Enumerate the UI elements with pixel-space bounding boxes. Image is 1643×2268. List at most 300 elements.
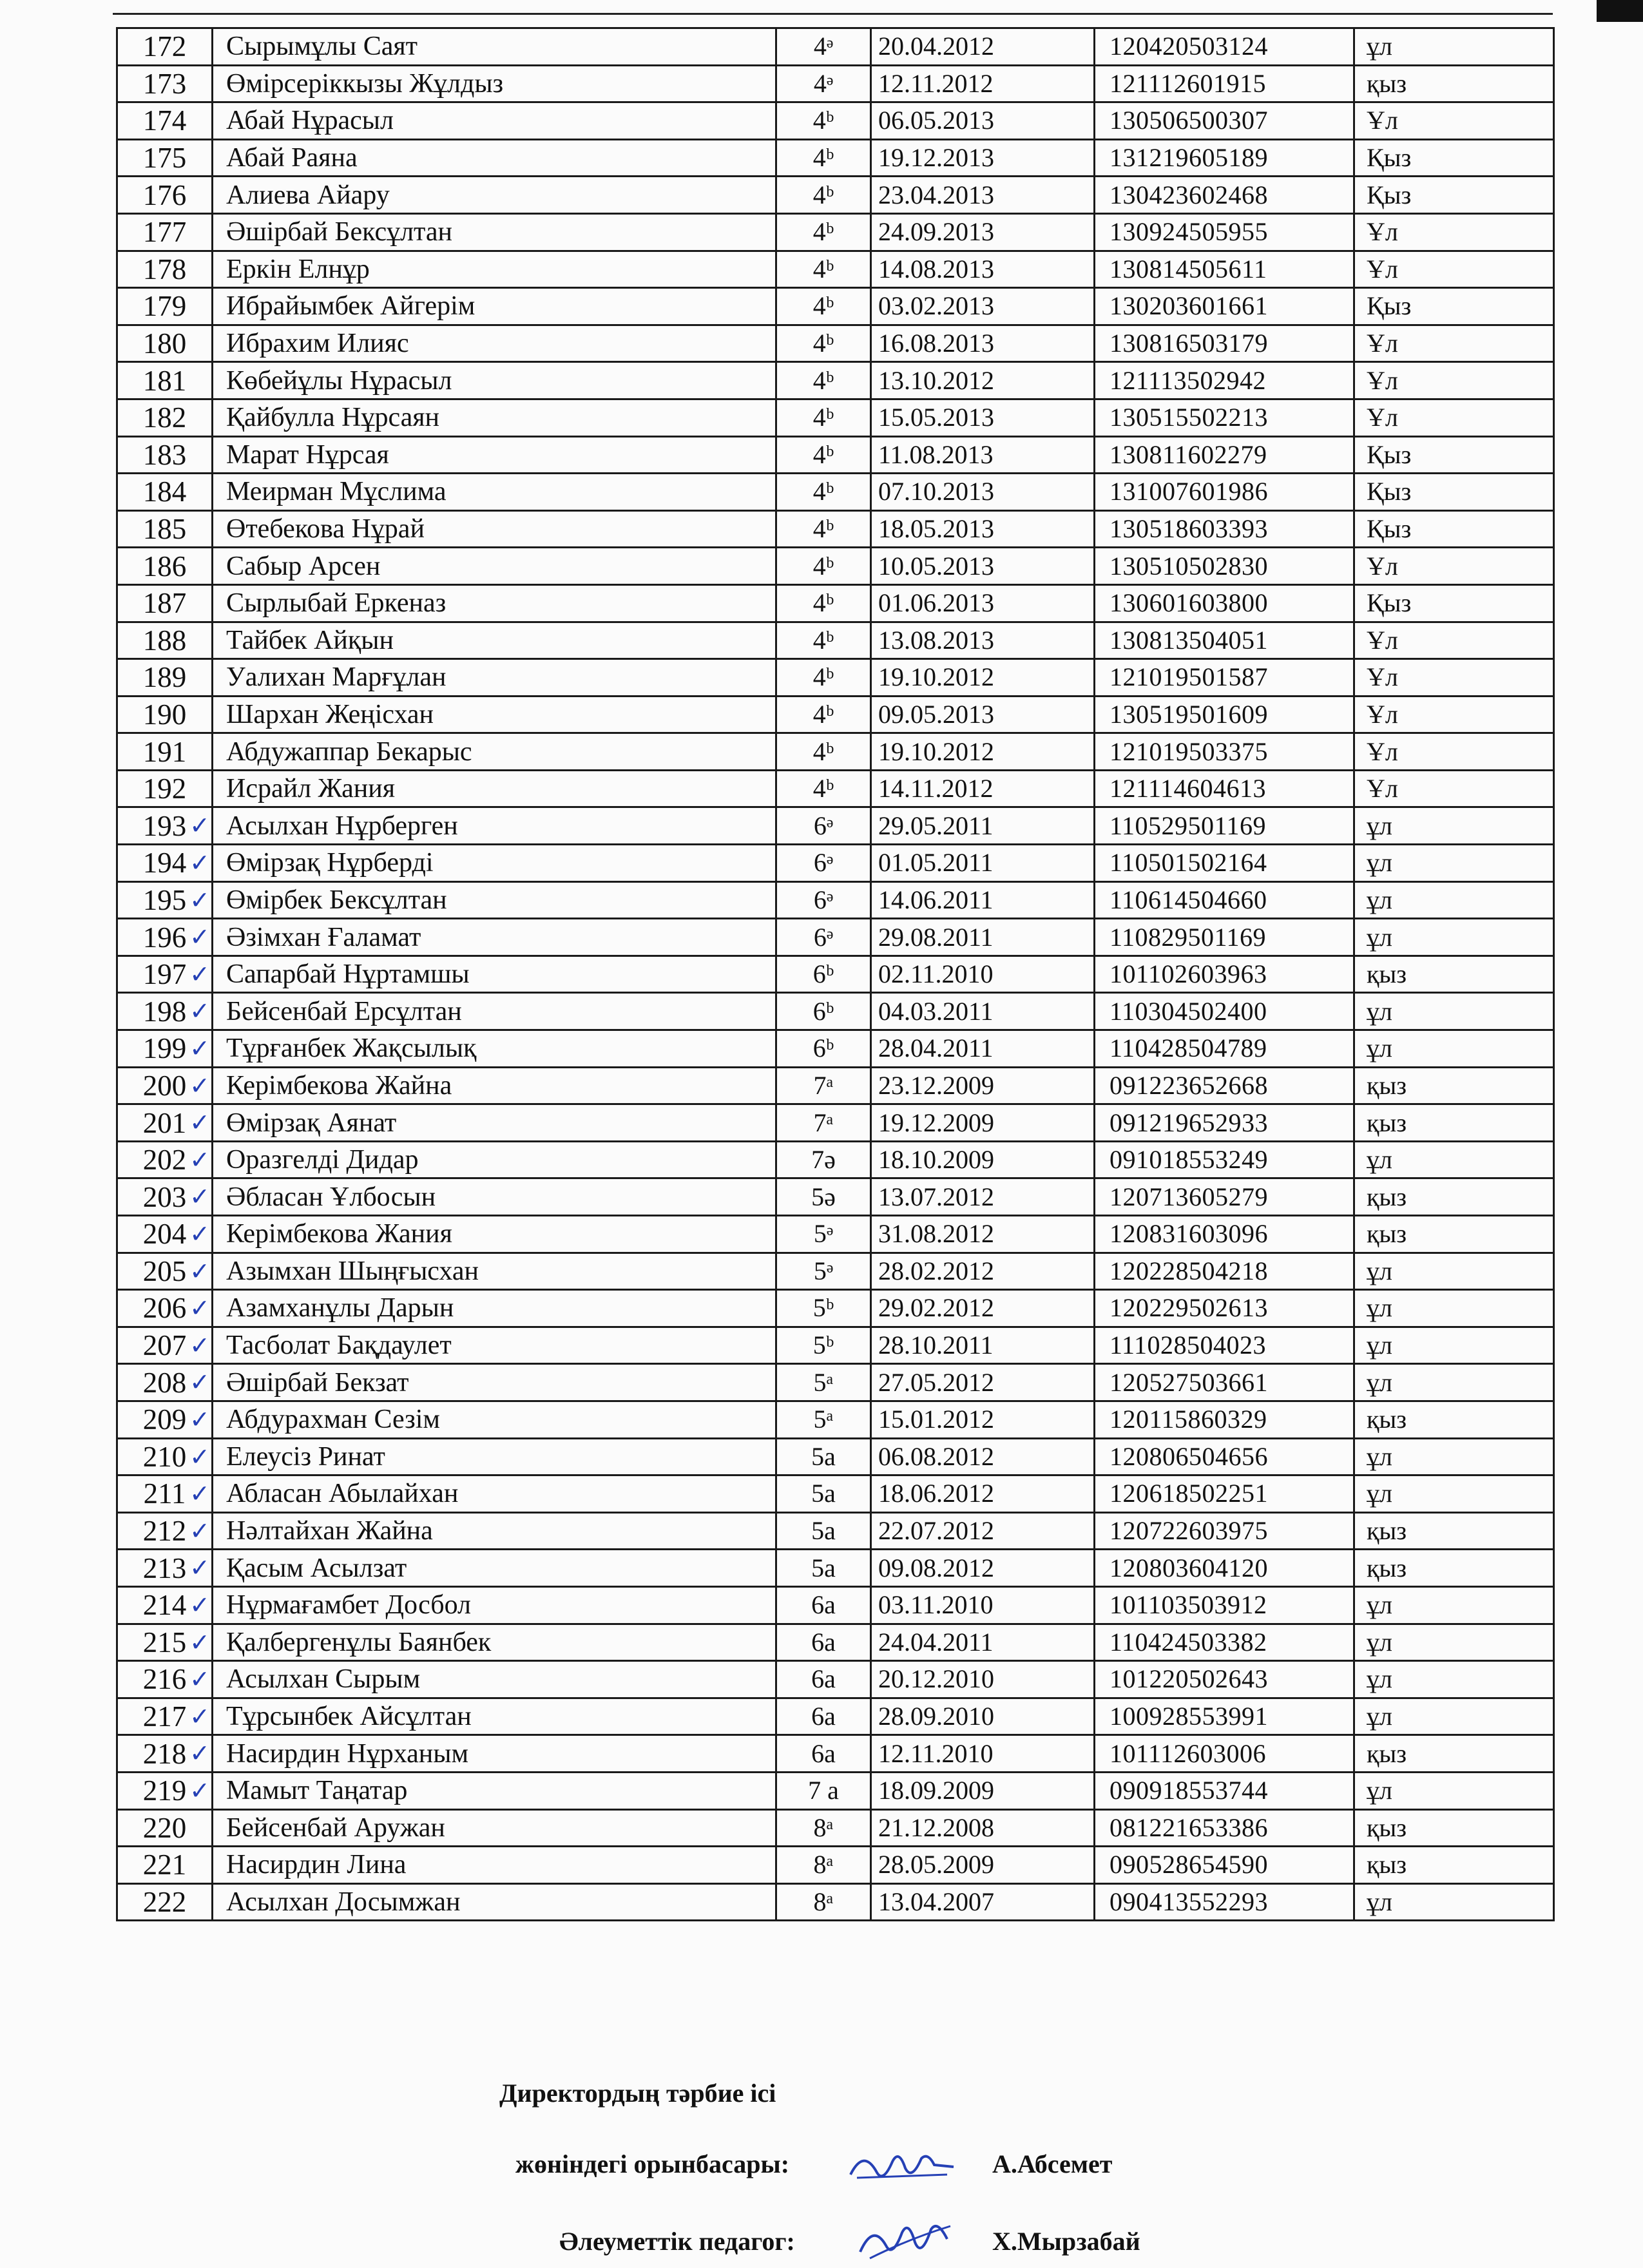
row-number-cell: [117, 1216, 213, 1253]
class-cell: [776, 65, 871, 102]
birth-date: 28.04.2011: [878, 1033, 994, 1063]
checkmark-icon: ✓: [189, 1628, 210, 1657]
student-name-cell: [213, 993, 776, 1030]
gender: Ұл: [1367, 662, 1398, 692]
class-cell: [776, 1104, 871, 1142]
class-cell: [776, 1883, 871, 1921]
gender: Қыз: [1367, 439, 1412, 469]
iin: 120527503661: [1110, 1367, 1268, 1397]
table-row: [117, 1141, 1554, 1178]
student-name: Тұрғанбек Жақсылық: [226, 1033, 477, 1064]
student-name-cell: [213, 1253, 776, 1290]
checkmark-icon: ✓: [189, 1479, 210, 1508]
student-table: [116, 27, 1555, 1921]
table-row: [117, 1735, 1554, 1773]
birth-date: 27.05.2012: [878, 1367, 994, 1397]
gender-cell: [1354, 993, 1554, 1030]
row-number: 181: [142, 364, 187, 397]
row-number-cell: [117, 956, 213, 993]
gender-cell: [1354, 919, 1554, 956]
row-number-cell: [117, 139, 213, 177]
row-number: 217: [142, 1700, 187, 1733]
checkmark-icon: ✓: [189, 1516, 210, 1545]
checkmark-icon: ✓: [189, 1739, 210, 1768]
row-number-cell: [117, 548, 213, 585]
gender: ұл: [1367, 1367, 1392, 1397]
birth-date-cell: [871, 362, 1095, 399]
class: 7ᵃ: [813, 1108, 834, 1137]
iin-cell: [1095, 28, 1354, 66]
row-number-cell: [117, 807, 213, 845]
gender-cell: [1354, 139, 1554, 177]
row-number-cell: [117, 102, 213, 140]
table-row: [117, 1698, 1554, 1735]
iin: 130203601661: [1110, 291, 1268, 321]
iin-cell: [1095, 1438, 1354, 1475]
row-number-cell: [117, 993, 213, 1030]
gender: Ұл: [1367, 254, 1398, 284]
student-name-cell: [213, 1178, 776, 1216]
birth-date-cell: [871, 1772, 1095, 1809]
table-row: [117, 325, 1554, 362]
iin-cell: [1095, 1809, 1354, 1847]
table-row: [117, 102, 1554, 140]
class: 4ᵊ: [813, 68, 834, 98]
birth-date: 20.04.2012: [878, 32, 994, 61]
gender-cell: [1354, 1550, 1554, 1587]
row-number: 205: [142, 1254, 187, 1287]
student-name-cell: [213, 436, 776, 474]
iin-cell: [1095, 584, 1354, 622]
gender-cell: [1354, 1290, 1554, 1327]
gender-cell: [1354, 436, 1554, 474]
student-name: Қалбергенұлы Баянбек: [226, 1627, 492, 1657]
table-row: [117, 436, 1554, 474]
iin-cell: [1095, 770, 1354, 807]
gender-cell: [1354, 1067, 1554, 1104]
student-name-cell: [213, 1883, 776, 1921]
gender-cell: [1354, 510, 1554, 548]
student-name-cell: [213, 1586, 776, 1624]
gender-cell: [1354, 362, 1554, 399]
student-name: Бейсенбай Аружан: [226, 1812, 445, 1843]
birth-date-cell: [871, 807, 1095, 845]
gender: ұл: [1367, 1441, 1392, 1471]
row-number-cell: [117, 1586, 213, 1624]
class: 4ᵇ: [812, 551, 834, 581]
row-number-cell: [117, 251, 213, 288]
iin-cell: [1095, 1364, 1354, 1401]
class-cell: [776, 474, 871, 511]
class: 4ᵇ: [812, 774, 834, 803]
class-cell: [776, 102, 871, 140]
gender: Ұл: [1367, 774, 1398, 803]
gender: Ұл: [1367, 625, 1398, 655]
iin: 130601603800: [1110, 588, 1268, 618]
gender-cell: [1354, 1847, 1554, 1884]
row-number-cell: [117, 288, 213, 325]
class: 6а: [811, 1590, 836, 1620]
birth-date-cell: [871, 102, 1095, 140]
iin-cell: [1095, 1586, 1354, 1624]
row-number: 184: [142, 476, 187, 508]
iin-cell: [1095, 288, 1354, 325]
gender: ұл: [1367, 1293, 1392, 1323]
iin: 130423602468: [1110, 180, 1268, 209]
birth-date: 24.04.2011: [878, 1627, 994, 1657]
gender-cell: [1354, 1624, 1554, 1661]
row-number-cell: [117, 1809, 213, 1847]
iin: 120115860329: [1110, 1405, 1267, 1434]
table-row: [117, 1364, 1554, 1401]
birth-date-cell: [871, 1624, 1095, 1661]
iin: 111028504023: [1110, 1331, 1267, 1360]
table-row: [117, 251, 1554, 288]
birth-date: 13.10.2012: [878, 365, 994, 395]
class-cell: [776, 807, 871, 845]
student-name-cell: [213, 1550, 776, 1587]
birth-date-cell: [871, 1327, 1095, 1364]
gender: Ұл: [1367, 217, 1398, 247]
table-row: [117, 733, 1554, 771]
birth-date-cell: [871, 436, 1095, 474]
birth-date-cell: [871, 399, 1095, 436]
student-name: Меирман Мұслима: [226, 477, 447, 507]
row-number-cell: [117, 622, 213, 659]
class: 5а: [811, 1479, 836, 1508]
gender: ұл: [1367, 1887, 1392, 1916]
table-row: [117, 584, 1554, 622]
iin: 121113502942: [1110, 365, 1267, 395]
checkmark-icon: ✓: [189, 1256, 210, 1285]
table-row: [117, 993, 1554, 1030]
student-name-cell: [213, 1624, 776, 1661]
student-name: Асылхан Нұрберген: [226, 811, 458, 841]
student-name-cell: [213, 1847, 776, 1884]
gender-cell: [1354, 177, 1554, 214]
iin-cell: [1095, 1290, 1354, 1327]
class-cell: [776, 1438, 871, 1475]
student-name: Бейсенбай Ерсұлтан: [226, 996, 462, 1026]
row-number: 220: [142, 1811, 187, 1844]
row-number: 195: [142, 883, 187, 916]
row-number: 209: [142, 1403, 187, 1436]
checkmark-icon: ✓: [189, 1182, 210, 1211]
row-number: 189: [142, 661, 187, 694]
birth-date-cell: [871, 584, 1095, 622]
iin-cell: [1095, 1253, 1354, 1290]
birth-date: 06.05.2013: [878, 106, 994, 135]
class-cell: [776, 584, 871, 622]
class-cell: [776, 510, 871, 548]
iin-cell: [1095, 436, 1354, 474]
row-number: 204: [142, 1218, 187, 1251]
table-row: [117, 1809, 1554, 1847]
birth-date: 12.11.2010: [878, 1738, 994, 1768]
birth-date: 11.08.2013: [878, 439, 994, 469]
row-number-cell: [117, 1141, 213, 1178]
birth-date-cell: [871, 1401, 1095, 1438]
student-name-cell: [213, 622, 776, 659]
table-row: [117, 288, 1554, 325]
class: 7 а: [808, 1776, 839, 1805]
student-name-cell: [213, 733, 776, 771]
birth-date: 06.08.2012: [878, 1441, 994, 1471]
gender: ұл: [1367, 1664, 1392, 1694]
class: 6ᵊ: [813, 885, 834, 914]
birth-date: 16.08.2013: [878, 329, 994, 358]
row-number: 218: [142, 1737, 187, 1770]
row-number-cell: [117, 436, 213, 474]
student-name: Еркін Елнұр: [226, 254, 370, 284]
class-cell: [776, 1327, 871, 1364]
table-row: [117, 1512, 1554, 1550]
gender: қыз: [1367, 1738, 1407, 1768]
class-cell: [776, 399, 871, 436]
class: 5ᵇ: [812, 1293, 834, 1323]
iin-cell: [1095, 474, 1354, 511]
gender-cell: [1354, 1253, 1554, 1290]
student-name-cell: [213, 288, 776, 325]
birth-date-cell: [871, 696, 1095, 733]
class: 4ᵊ: [813, 32, 834, 61]
checkmark-icon: ✓: [189, 1702, 210, 1731]
birth-date: 28.02.2012: [878, 1256, 994, 1285]
student-name-cell: [213, 213, 776, 251]
iin-cell: [1095, 251, 1354, 288]
class: 4ᵇ: [812, 365, 834, 395]
birth-date-cell: [871, 1290, 1095, 1327]
birth-date: 01.05.2011: [878, 848, 994, 878]
gender: ұл: [1367, 848, 1392, 878]
birth-date: 18.05.2013: [878, 514, 994, 544]
iin: 121114604613: [1110, 774, 1267, 803]
birth-date-cell: [871, 956, 1095, 993]
row-number: 206: [142, 1292, 187, 1325]
gender-cell: [1354, 1661, 1554, 1698]
table-row: [117, 956, 1554, 993]
class: 4ᵇ: [812, 143, 834, 173]
class-cell: [776, 1847, 871, 1884]
table-row: [117, 1104, 1554, 1142]
gender-cell: [1354, 28, 1554, 66]
birth-date: 13.04.2007: [878, 1887, 994, 1916]
class-cell: [776, 325, 871, 362]
row-number: 185: [142, 513, 187, 546]
class-cell: [776, 1067, 871, 1104]
iin: 101103503912: [1110, 1590, 1267, 1620]
class: 6ᵇ: [812, 1033, 834, 1063]
top-rule: [113, 13, 1553, 15]
student-name-cell: [213, 1512, 776, 1550]
iin: 120806504656: [1110, 1441, 1268, 1471]
class: 4ᵇ: [812, 254, 834, 284]
gender: Қыз: [1367, 291, 1412, 321]
class: 5а: [811, 1441, 836, 1471]
student-name: Нұрмағамбет Досбол: [226, 1590, 472, 1620]
student-name-cell: [213, 362, 776, 399]
gender-cell: [1354, 807, 1554, 845]
deputy-label: жөніндегі орынбасары:: [515, 2149, 790, 2178]
student-name: Өмірсеріккызы Жұлдыз: [226, 68, 504, 99]
iin: 110529501169: [1110, 811, 1267, 840]
gender: Ұл: [1367, 551, 1398, 581]
iin-cell: [1095, 102, 1354, 140]
iin: 130515502213: [1110, 403, 1268, 432]
student-name-cell: [213, 659, 776, 697]
birth-date-cell: [871, 1586, 1095, 1624]
gender: Қыз: [1367, 143, 1412, 173]
row-number-cell: [117, 1104, 213, 1142]
gender: ұл: [1367, 996, 1392, 1026]
row-number: 202: [142, 1144, 187, 1177]
birth-date: 22.07.2012: [878, 1516, 994, 1546]
gender: Ұл: [1367, 365, 1398, 395]
student-name-cell: [213, 1698, 776, 1735]
row-number-cell: [117, 881, 213, 919]
checkmark-icon: ✓: [189, 1331, 210, 1360]
checkmark-icon: ✓: [189, 1034, 210, 1063]
student-name-cell: [213, 510, 776, 548]
iin: 130811602279: [1110, 439, 1267, 469]
table-row: [117, 1327, 1554, 1364]
row-number: 212: [142, 1515, 187, 1548]
birth-date: 19.12.2009: [878, 1108, 994, 1137]
class: 6а: [811, 1738, 836, 1768]
table-row: [117, 845, 1554, 882]
birth-date-cell: [871, 251, 1095, 288]
student-name-cell: [213, 65, 776, 102]
student-name-cell: [213, 1030, 776, 1068]
class: 4ᵇ: [812, 736, 834, 766]
class-cell: [776, 1141, 871, 1178]
gender: қыз: [1367, 1850, 1407, 1879]
iin: 101220502643: [1110, 1664, 1268, 1694]
iin: 120618502251: [1110, 1479, 1268, 1508]
student-name: Азамханұлы Дарын: [226, 1293, 454, 1323]
row-number: 219: [142, 1774, 187, 1807]
iin: 110304502400: [1110, 996, 1267, 1026]
class: 4ᵇ: [812, 403, 834, 432]
table-row: [117, 1586, 1554, 1624]
gender: ұл: [1367, 1033, 1392, 1063]
student-name-cell: [213, 474, 776, 511]
footer-title: Директордың тәрбие ісі: [499, 2079, 776, 2108]
class-cell: [776, 770, 871, 807]
birth-date-cell: [871, 1661, 1095, 1698]
gender-cell: [1354, 584, 1554, 622]
birth-date: 21.12.2008: [878, 1812, 994, 1842]
student-name: Оразгелді Дидар: [226, 1145, 419, 1175]
birth-date: 18.06.2012: [878, 1479, 994, 1508]
gender: Ұл: [1367, 736, 1398, 766]
class: 6а: [811, 1664, 836, 1694]
row-number: 172: [142, 30, 187, 63]
checkmark-icon: ✓: [189, 849, 210, 878]
row-number-cell: [117, 770, 213, 807]
student-name-cell: [213, 1661, 776, 1698]
table-row: [117, 696, 1554, 733]
class: 4ᵇ: [812, 477, 834, 506]
row-number: 176: [142, 178, 187, 211]
class: 5ᵊ: [813, 1256, 834, 1285]
class-cell: [776, 659, 871, 697]
birth-date-cell: [871, 177, 1095, 214]
class: 5ᵃ: [813, 1405, 834, 1434]
class-cell: [776, 251, 871, 288]
student-name: Ибрайымбек Айгерім: [226, 291, 476, 322]
gender-cell: [1354, 845, 1554, 882]
birth-date-cell: [871, 659, 1095, 697]
gender-cell: [1354, 251, 1554, 288]
student-name-cell: [213, 1809, 776, 1847]
table-row: [117, 807, 1554, 845]
iin-cell: [1095, 399, 1354, 436]
birth-date-cell: [871, 1253, 1095, 1290]
gender: Қыз: [1367, 180, 1412, 209]
table-row: [117, 1253, 1554, 1290]
student-name: Шархан Жеңісхан: [226, 699, 434, 729]
birth-date-cell: [871, 28, 1095, 66]
checkmark-icon: ✓: [189, 1220, 210, 1248]
row-number-cell: [117, 1624, 213, 1661]
iin-cell: [1095, 510, 1354, 548]
gender: ұл: [1367, 922, 1392, 952]
iin-cell: [1095, 845, 1354, 882]
iin: 120831603096: [1110, 1219, 1268, 1249]
student-name: Насирдин Лина: [226, 1850, 407, 1880]
class-cell: [776, 622, 871, 659]
row-number-cell: [117, 177, 213, 214]
row-number: 198: [142, 995, 187, 1028]
gender-cell: [1354, 881, 1554, 919]
checkmark-icon: ✓: [189, 997, 210, 1026]
checkmark-icon: ✓: [189, 1071, 210, 1100]
student-name-cell: [213, 919, 776, 956]
class-cell: [776, 956, 871, 993]
checkmark-icon: ✓: [189, 811, 210, 840]
row-number-cell: [117, 733, 213, 771]
student-name-cell: [213, 1735, 776, 1773]
class: 4ᵇ: [812, 329, 834, 358]
class: 6а: [811, 1627, 836, 1657]
student-name: Керімбекова Жания: [226, 1219, 452, 1249]
gender: қыз: [1367, 1812, 1407, 1842]
student-name: Керімбекова Жайна: [226, 1070, 452, 1100]
iin: 130510502830: [1110, 551, 1268, 581]
birth-date-cell: [871, 474, 1095, 511]
row-number: 200: [142, 1069, 187, 1102]
student-name: Абай Раяна: [226, 143, 358, 173]
student-name: Елеусіз Ринат: [226, 1441, 385, 1472]
student-table-body: [117, 28, 1554, 1921]
row-number: 187: [142, 587, 187, 620]
gender-cell: [1354, 1104, 1554, 1142]
student-name-cell: [213, 956, 776, 993]
table-row: [117, 1475, 1554, 1513]
student-name-cell: [213, 325, 776, 362]
iin-cell: [1095, 1178, 1354, 1216]
birth-date: 09.08.2012: [878, 1553, 994, 1582]
gender-cell: [1354, 1401, 1554, 1438]
iin: 121019503375: [1110, 736, 1268, 766]
class: 7ᵃ: [813, 1070, 834, 1100]
iin-cell: [1095, 1550, 1354, 1587]
iin: 121019501587: [1110, 662, 1268, 692]
gender-cell: [1354, 1216, 1554, 1253]
student-name-cell: [213, 696, 776, 733]
iin: 110428504789: [1110, 1033, 1267, 1063]
